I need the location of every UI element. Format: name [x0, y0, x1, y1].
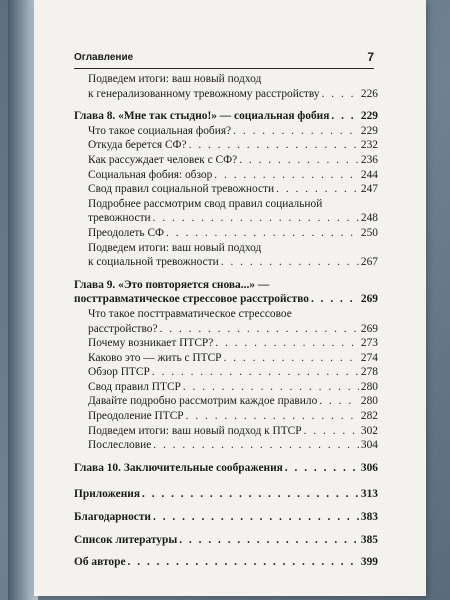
chapter-title: Глава 9. «Это повторяется снова...» —: [74, 278, 270, 291]
toc-back-appendices: [74, 487, 378, 502]
chapter-title: Глава 10. Заключительные соображения: [74, 461, 283, 474]
toc-entry-text: Как рассуждает человек с СФ?: [88, 153, 238, 166]
toc-entry-text: Что такое социальная фобия?: [88, 124, 232, 137]
leader-dots: [322, 87, 359, 102]
toc-page-number: 306: [360, 461, 378, 474]
toc-page-number: 232: [360, 139, 378, 152]
toc-entry: [74, 424, 378, 439]
toc-entry-text: к генерализованному тревожному расстройству: [88, 87, 320, 100]
toc-entry-line: [74, 109, 378, 124]
toc-chapter-10: [74, 461, 378, 476]
toc-entry-text: Преодоление ПТСР: [88, 410, 184, 423]
toc-page-number: 399: [360, 556, 378, 569]
toc-page-number: 250: [360, 226, 378, 239]
leader-dots: [186, 409, 359, 424]
toc-entry-text: Каково это — жить с ПТСР: [88, 351, 222, 364]
leader-dots: [153, 438, 359, 453]
toc-entry-text: Подведем итоги: ваш новый подход: [88, 241, 262, 254]
toc-chapter-8: [74, 109, 378, 124]
toc-entry-text: Что такое посттравматическое стрессовое: [88, 307, 292, 320]
toc-entry-text: тревожности: [88, 212, 151, 225]
toc-back-acknowledgements: [74, 510, 378, 525]
toc-entry-text: Давайте подробно рассмотрим каждое правило: [88, 395, 318, 408]
header-rule: [74, 68, 374, 69]
toc-entry: [74, 409, 378, 424]
toc-entry-gad-summary: [74, 72, 378, 101]
toc-entry-text: Свод правил ПТСР: [88, 380, 181, 393]
leader-dots: [183, 380, 359, 395]
toc-page-number: 302: [360, 424, 378, 437]
toc-entry-text: Социальная фобия: обзор: [88, 168, 213, 181]
toc-entry-text: расстройство?: [88, 322, 158, 335]
toc-entry-text: Обзор ПТСР: [88, 366, 150, 379]
toc-entry: [74, 153, 378, 168]
toc-page-number: 280: [360, 380, 378, 393]
toc-entry-text: Послесловие: [88, 439, 152, 452]
leader-dots: [304, 424, 359, 439]
toc-entry-text: Откуда берется СФ?: [88, 139, 187, 152]
leader-dots: [128, 555, 359, 570]
toc-page-number: 385: [360, 533, 378, 546]
leader-dots: [221, 255, 359, 270]
leader-dots: [285, 461, 359, 476]
toc-entry: [74, 124, 378, 139]
toc-entry-text: Приложения: [74, 488, 141, 501]
toc-page-number: 313: [360, 488, 378, 501]
leader-dots: [166, 226, 359, 241]
toc-entry-text: Свод правил социальной тревожности: [88, 183, 275, 196]
leader-dots: [153, 211, 359, 226]
toc-entry-text: Подведем итоги: ваш новый подход: [88, 73, 262, 85]
toc-entry: [74, 168, 378, 183]
toc-page-number: 229: [360, 124, 378, 137]
toc-entry: [74, 380, 378, 395]
table-of-contents: [74, 72, 378, 570]
toc-entry-line: [88, 87, 378, 102]
chapter-title: Глава 8. «Мне так стыдно!» — социальная фобия: [74, 110, 330, 123]
leader-dots: [214, 168, 359, 183]
toc-page-number: 278: [360, 366, 378, 379]
toc-entry-text: к социальной тревожности: [88, 256, 219, 269]
chapter-title: посттравматическое стрессовое расстройство: [74, 293, 309, 306]
toc-entry-text: Список литературы: [74, 533, 178, 546]
toc-entry: [74, 138, 378, 153]
toc-entry: [74, 351, 378, 366]
leader-dots: [233, 124, 359, 139]
toc-page-number: 304: [360, 439, 378, 452]
toc-page-number: 383: [360, 511, 378, 524]
toc-page-number: 273: [360, 337, 378, 350]
book-page: [34, 0, 426, 596]
toc-chapter-9: [74, 278, 378, 307]
toc-entry: [74, 336, 378, 351]
toc-entry: [74, 394, 378, 409]
toc-page-number: 282: [360, 410, 378, 423]
toc-entry-text: Благодарности: [74, 511, 151, 524]
toc-back-references: [74, 533, 378, 548]
page-header: [74, 52, 374, 66]
leader-dots: [215, 336, 359, 351]
toc-page-number: 269: [360, 293, 378, 306]
leader-dots: [160, 322, 359, 337]
leader-dots: [189, 138, 359, 153]
toc-page-number: 280: [360, 395, 378, 408]
leader-dots: [179, 533, 359, 548]
toc-entry: [74, 307, 378, 336]
toc-entry: [74, 182, 378, 197]
toc-page-number: 247: [360, 183, 378, 196]
toc-page-number: 226: [360, 87, 378, 100]
toc-page-number: 267: [360, 256, 378, 269]
toc-page-number: 269: [360, 322, 378, 335]
toc-page-number: 274: [360, 351, 378, 364]
toc-back-about-author: [74, 555, 378, 570]
toc-page-number: 248: [360, 212, 378, 225]
leader-dots: [311, 292, 359, 307]
page-number: 7: [367, 50, 374, 64]
toc-entry: [74, 438, 378, 453]
leader-dots: [331, 109, 359, 124]
leader-dots: [319, 394, 359, 409]
leader-dots: [276, 182, 359, 197]
toc-page-number: 229: [360, 110, 378, 123]
toc-page-number: 236: [360, 153, 378, 166]
leader-dots: [239, 153, 359, 168]
toc-entry-text: Подведем итоги: ваш новый подход к ПТСР: [88, 424, 302, 437]
toc-entry: [74, 241, 378, 270]
leader-dots: [152, 365, 359, 380]
leader-dots: [153, 510, 359, 525]
toc-page-number: 244: [360, 168, 378, 181]
toc-entry-text: Преодолеть СФ: [88, 226, 165, 239]
toc-entry: [74, 226, 378, 241]
leader-dots: [142, 487, 359, 502]
toc-entry-text: Почему возникает ПТСР?: [88, 337, 214, 350]
leader-dots: [224, 351, 359, 366]
toc-entry-text: Об авторе: [74, 556, 126, 569]
running-head-title: Оглавление: [74, 52, 134, 63]
toc-entry-text: Подробнее рассмотрим свод правил социальной: [88, 197, 323, 210]
toc-entry: [74, 365, 378, 380]
toc-entry: [74, 197, 378, 226]
